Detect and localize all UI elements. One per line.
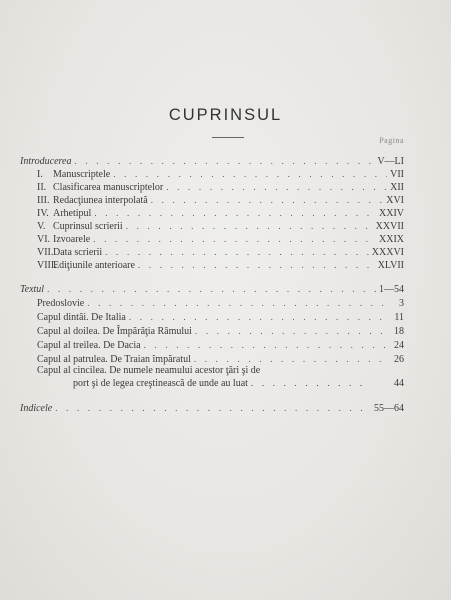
roman-numeral: I.: [37, 169, 43, 180]
toc-entry-label: Izvoarele: [53, 234, 91, 245]
toc-entry-label: Arhetipul: [53, 208, 92, 219]
toc-entry-label: Capul dintâi. De Italia: [37, 312, 126, 323]
toc-subentry[interactable]: [20, 233, 404, 245]
page-title: CUPRINSUL: [168, 106, 283, 124]
toc-entry-pages: XXIV: [379, 208, 404, 219]
toc-entry-pages: V—LI: [377, 156, 404, 167]
toc-entry-label: Ediţiunile anterioare: [53, 260, 135, 271]
toc-entry-label: Capul al treilea. De Dacia: [37, 340, 141, 351]
toc-entry-label: Introducerea: [20, 156, 72, 167]
roman-numeral: IV.: [37, 208, 49, 219]
dot-leader: [194, 353, 387, 365]
dot-leader: [129, 311, 387, 323]
toc-subentry[interactable]: [20, 181, 404, 193]
dot-leader: [113, 168, 387, 180]
dot-leader: [144, 339, 387, 351]
toc-entry-label-line2: port şi de legea creştinească de unde au luat: [73, 378, 248, 389]
dot-leader: [93, 233, 376, 245]
roman-numeral: III.: [37, 195, 50, 206]
toc-entry-label: Redacţiunea interpolată: [53, 195, 148, 206]
dot-leader: [138, 259, 375, 271]
toc-entry-label: Capul al patrulea. De Traian împăratul: [37, 354, 191, 365]
toc-entry-pages: 11: [394, 312, 404, 323]
dot-leader: [195, 325, 387, 337]
toc-subentry[interactable]: [20, 259, 404, 271]
toc-entry-introducerea[interactable]: [20, 155, 404, 167]
toc-subentry[interactable]: [20, 168, 404, 180]
toc-subentry[interactable]: [37, 325, 404, 337]
roman-numeral: VII.: [37, 247, 54, 258]
toc-entry-label: Capul al doilea. De Împărăţia Râmului: [37, 326, 192, 337]
toc-entry-label: Cuprinsul scrierii: [53, 221, 123, 232]
dot-leader: [74, 155, 374, 167]
dot-leader: [251, 377, 391, 389]
toc-subentry[interactable]: [20, 194, 404, 206]
toc-subentry[interactable]: [37, 353, 404, 365]
toc-subentry[interactable]: [20, 207, 404, 219]
toc-entry-textul[interactable]: [20, 283, 404, 295]
dot-leader: [47, 283, 376, 295]
roman-numeral: V.: [37, 221, 46, 232]
dot-leader: [105, 246, 369, 258]
title-divider: [212, 137, 244, 138]
toc-entry-label: Indicele: [20, 403, 53, 414]
toc-entry-label: Predoslovie: [37, 298, 85, 309]
toc-entry-pages: 3: [399, 298, 404, 309]
toc-entry-pages: XLVII: [377, 260, 404, 271]
toc-entry-pages: 24: [394, 340, 404, 351]
roman-numeral: II.: [37, 182, 47, 193]
toc-subentry-wrapped[interactable]: [37, 365, 404, 390]
toc-entry-pages: 55—64: [374, 403, 404, 414]
toc-subentry[interactable]: [37, 297, 404, 309]
toc-entry-label: Data scrierii: [53, 247, 103, 258]
toc-entry-pages: XII: [390, 182, 404, 193]
dot-leader: [151, 194, 384, 206]
toc-entry-pages: 26: [394, 354, 404, 365]
toc-entry-pages: VII: [390, 169, 404, 180]
toc-entry-pages: XXXVI: [371, 247, 404, 258]
toc-subentry[interactable]: [37, 311, 404, 323]
column-header-pagina: Pagina: [379, 136, 404, 145]
dot-leader: [55, 402, 371, 414]
dot-leader: [94, 207, 376, 219]
toc-entry-indicele[interactable]: [20, 402, 404, 414]
dot-leader: [166, 181, 387, 193]
toc-entry-pages: 1—54: [379, 284, 404, 295]
toc-subentry[interactable]: [37, 339, 404, 351]
toc-entry-line2: [37, 377, 404, 390]
roman-numeral: VI.: [37, 234, 51, 245]
dot-leader: [87, 297, 387, 309]
dot-leader: [126, 220, 373, 232]
toc-subentry[interactable]: [20, 220, 404, 232]
toc-entry-pages: 44: [394, 378, 404, 389]
toc-entry-label: Manuscriptele: [53, 169, 111, 180]
roman-numeral: VIII.: [37, 260, 57, 271]
toc-subentry[interactable]: [20, 246, 404, 258]
toc-entry-pages: 18: [394, 326, 404, 337]
toc-entry-pages: XXVII: [375, 221, 404, 232]
toc-entry-pages: XVI: [386, 195, 404, 206]
toc-entry-label: Clasificarea manuscriptelor: [53, 182, 164, 193]
toc-entry-pages: XXIX: [379, 234, 404, 245]
toc-entry-label: Textul: [20, 284, 45, 295]
toc-entry-label-line1: Capul al cincilea. De numele neamului acestor ţări şi de: [37, 365, 261, 376]
